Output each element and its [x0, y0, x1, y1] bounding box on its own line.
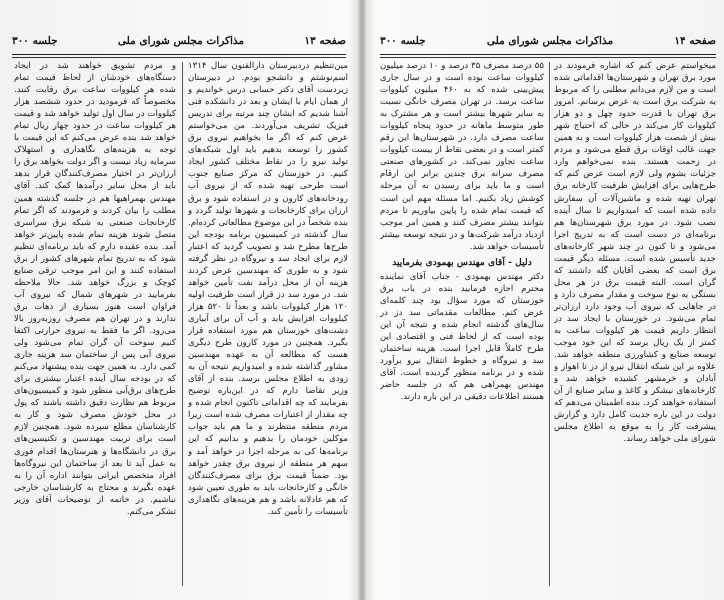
header-rule: [12, 54, 346, 55]
left-page-header: [12, 30, 346, 52]
left-page-left-column: [14, 60, 176, 588]
left-page-right-column: [188, 60, 348, 588]
right-page-header: [380, 30, 716, 52]
left-page-title: مذاکرات مجلس شورای ملی: [117, 35, 245, 47]
right-page-session: جلسه ۳۰۰: [380, 35, 426, 47]
left-page-right-column-text: مین‌تنظیم‌ در‌دبیرستان دار‌الفنون سال ۱۳۱۴ اسم‌نوشتم و‌ دانشجو بودم. در دبیرستان زیر‌دست آقای دکتر حسابی درس خواندیم و‌ از همان ایام با ایشان و بعد در دانشکده فنی آشنا شدیم که ایشان چند مرتبه برای تدریس فیزیک تشریف می‌آوردند. من می‌خواستم عرض کنم که اگر ما بخواهیم نیروی برق کشور را توسعه بدهیم باید اول شبکه‌های تولید نیرو را در نقاط مختلف کشور ایجاد کنیم. در خوزستان که مرکز صنایع جنوب است طرحی تهیه شده که از نیروی آب رودخانه‌های کارون و‌ دز استفاده شود و برق ارزان برای کارخانجات و‌ شهرها تولید گردد و بنده شخصاً در این موضوع مطالعاتی کرده‌ام. سال گذشته در کمیسیون برنامه بودجه این طرح‌ها مطرح شد و تصویب گردید که اعتبار لازم برای ایجاد سد و‌ نیروگاه در نظر گرفته شود و‌ به طوری که مهندسین عرض کردند هزینه آن از محل درآمد نفت تأمین خواهد شد. در مورد سد دز قرار است ظرفیت اولیه ۱۲۰ هزار کیلووات باشد و بعداً تا ۵۲۰ هزار کیلووات افزایش یابد و‌ آب آن برای آبیاری دشت‌های خوزستان هم مورد استفاده قرار بگیرد. همچنین در مورد کارون طرح دیگری هست که مطالعه آن به عهده مهندسین مشاور گذاشته شده و‌ امیدواریم نتیجه آن به زودی به اطلاع مجلس برسد. بنده از‌ آقای وزیر تقاضا دارم که در این‌باره توضیح بفرمایند که چه اقداماتی تاکنون انجام شده و‌ چه مقدار از اعتبارات مصرف شده است زیرا مردم منطقه منتظرند و ما هم باید جواب موکلین خودمان را بدهیم و بدانیم که این برنامه‌ها کی به مرحله اجرا در خواهد آمد و‌ سهم هر منطقه از نیروی برق چقدر خواهد بود. ضمناً قیمت برق برای مصرف‌کنندگان خانگی و کارخانجات باید به طوری تعیین شود که هم عادلانه باشد و هم هزینه‌های نگاهداری تأسیسات را تأمین کند.: [188, 61, 348, 517]
speaker-heading: دلیل - آقای مهندس بهمودی بفرمایید: [392, 256, 532, 268]
right-page-left-column-text: ۵۵ درصد مصرف ۳۵ درصد و ۱۰ درصد میلیون کیلووات ساعت بوده است و در سال جاری پیش‌بینی شده که به ۴۶۰ میلیون کیلووات ساعت برسد. در تهران مصرف خانگی نسبت به سایر شهرها بیشتر است و‌ هر مشترک به طور متوسط ماهانه در حدود پنجاه کیلووات ساعت مصرف دارد. در شهرستان‌ها این رقم کمتر است و‌ در بعضی نقاط از بیست کیلووات ساعت تجاوز نمی‌کند. در کشورهای صنعتی مصرف سرانه برق چندین برابر این ارقام است و‌ ما باید برای رسیدن به آن مرحله کوشش زیاد بکنیم. اما مسئله مهم این است که قیمت تمام شده را پایین بیاوریم تا مردم بتوانند بیشتر مصرف کنند و‌ همین امر موجب ازدیاد درآمد شرکت‌ها و‌ در نتیجه توسعه بیشتر تأسیسات خواهد شد.: [380, 61, 544, 252]
header-rule-thin: [380, 57, 716, 58]
right-page-right-column: [554, 60, 716, 588]
column-divider: [182, 62, 183, 586]
header-rule-thin: [12, 57, 346, 58]
left-page-number: صفحه ۱۳: [304, 35, 346, 47]
header-rule: [380, 54, 716, 55]
right-page-number: صفحه ۱۴: [674, 35, 716, 47]
right-page: [364, 0, 724, 600]
right-page-left-column-continuation: دکتر مهندس بهمودی - جناب آقای نماینده محترم اجازه فرمایید بنده در باب برق خوزستان که مورد سؤال بود چند کلمه‌ای عرض کنم. مطالعات مقدماتی سد دز در سال‌های گذشته انجام شده و‌ نتیجه آن این بوده است که از لحاظ فنی و‌ اقتصادی این طرح کاملاً قابل اجرا است. هزینه ساختمان سد و‌ نیروگاه و‌ خطوط انتقال نیرو برآورد شده و در برنامه منظور گردیده است. آقای مهندس بهمراهی هم که در جلسه حاضر هستند اطلاعات دقیقی در این باره دارند.: [380, 271, 544, 403]
column-divider: [549, 62, 550, 586]
right-page-title: مذاکرات مجلس شورای ملی: [486, 35, 614, 47]
left-page: [0, 0, 360, 600]
left-page-session: جلسه ۳۰۰: [12, 35, 58, 47]
right-page-left-column: [380, 60, 544, 588]
right-page-right-column-text: میخواستم عرض کنم که اشاره فرمودند در مورد برق تهران و‌ شهرستان‌ها اقداماتی شده است و‌ من لازم می‌دانم مطلبی را که مربوط به شرکت برق است به عرض برسانم. امروز برق تهران با قدرت حدود چهل‌ و‌ دو هزار کیلووات کار می‌کند در حالی که احتیاج شهر بیش از شصت هزار کیلووات است و به همین جهت غالب اوقات برق قطع می‌شود و‌ مردم در زحمت هستند. بنده نمی‌خواهم وارد جزئیات بشوم ولی لازم است عرض کنم که طرح‌هایی برای افزایش ظرفیت کارخانه برق تهران تهیه شده و‌ ماشین‌آلات آن سفارش داده شده است که امیدواریم تا سال آینده نصب شود. در مورد برق شهرستان‌ها هم برنامه‌ای در دست است که به تدریج اجرا می‌شود و‌ تا کنون در چند شهر کارخانه‌های جدید تأسیس شده است. مسئله دیگر قیمت برق است که بعضی آقایان گله داشتند که گران است. البته قیمت برق در هر محل بستگی به نوع سوخت و‌ مقدار مصرف دارد و‌ در جاهایی که نیروی آب وجود دارد ارزان‌تر تمام می‌شود. در خوزستان با ایجاد سد دز انتظار داریم قیمت هر کیلووات ساعت به کمتر از یک ریال برسد که این خود موجب توسعه صنایع و‌ کشاورزی منطقه خواهد شد. علاوه بر این شبکه انتقال نیرو از دز تا اهواز و‌ آبادان و‌ خرمشهر کشیده خواهد شد و کارخانه‌های نیشکر و‌ کاغذ و سایر صنایع از آن استفاده خواهند کرد. بنده اطمینان می‌دهم که دولت در این باره جدیت کامل دارد و‌ گزارش پیشرفت کار را به موقع به اطلاع مجلس شورای ملی خواهد رساند.: [554, 61, 716, 445]
left-page-left-column-text: و مردم تشویق خواهند شد در ایجاد دستگاه‌های خودشان از‌ لحاظ قیمت تمام شده هر کیلووات ساعت برق رقابت کنند. مخصوصاً که فرمودید در حدود ششصد هزار کیلووات در سال اول تولید خواهد شد و قیمت هر کیلووات ساعت در حدود چهار ریال تمام خواهد شد بنده عرض می‌کنم که این قیمت با توجه به هزینه‌های نگاهداری و استهلاک سرمایه زیاد نیست و‌ اگر دولت بخواهد برق را ارزان‌تر در اختیار مصرف‌کنندگان قرار بدهد باید از محل سایر درآمدها کمک کند. آقای مهندس بهمراهیها هم در جلسه گذشته همین مطلب را بیان کردند و‌ فرمودند که اگر تمام کارخانجات صنعتی به شبکه برق سراسری متصل شوند هزینه تمام شده پایین‌تر خواهد آمد. بنده عقیده دارم که باید برنامه‌ای تنظیم شود که به‌ تدریج تمام شهرهای کشور از برق استفاده کنند و‌ این امر موجب ترقی صنایع کوچک و‌ بزرگ خواهد شد. حالا ملاحظه بفرمایید در شهرهای شمال که نیروی آب فراوان است هنوز بسیاری از دهات برق ندارند و در تهران هم مصرف روز‌به‌روز بالا می‌رود. اگر ما فقط به نیروی حرارتی اکتفا کنیم سوخت آن گران تمام می‌شود ولی نیروی آبی پس از ساختمان سد هزینه جاری کمی دارد. به همین جهت بنده پیشنهاد می‌کنم که در بودجه سال آینده اعتبار بیشتری برای طرح‌های برق‌آبی منظور شود و کمیسیون‌های مربوط هم نظارت دقیق داشته باشند که پول در محل خودش مصرف شود و کار به کارشناسان مطلع سپرده شود. همچنین لازم است برای تربیت مهندسین و‌ تکنیسین‌های برق در دانشگاه‌ها و‌ هنرستان‌ها اقدام فوری به عمل آید تا بعد از ساختمان این نیروگاه‌ها افراد متخصص ایرانی بتوانند اداره آن را به عهده بگیرند و محتاج به کارشناسان خارجی نباشیم. در خاتمه از توضیحات آقای وزیر تشکر می‌کنم.: [14, 61, 176, 517]
